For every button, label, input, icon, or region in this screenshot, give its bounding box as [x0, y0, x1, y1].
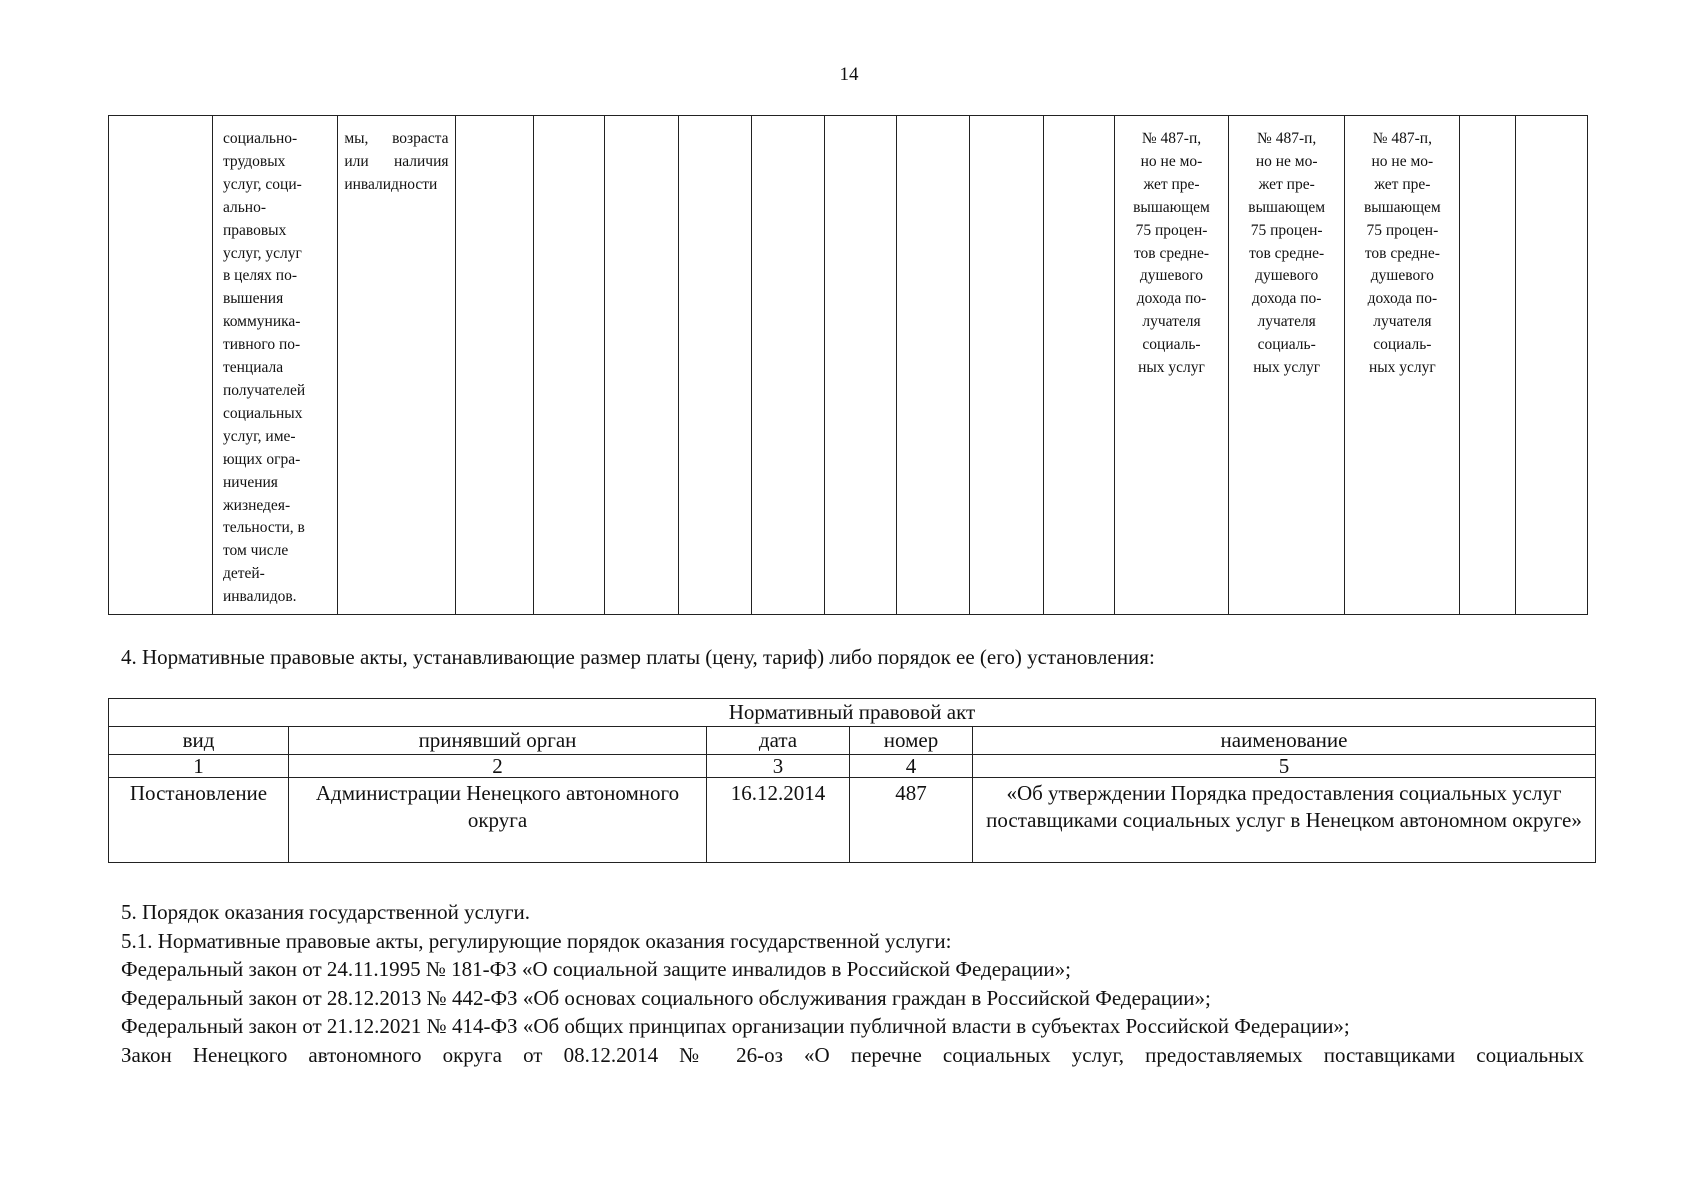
empty-cell [678, 116, 751, 615]
act-title: «Об утверждении Порядка предоставления социальных услуг поставщиками социальных услуг в Ненецком автономном округе» [973, 778, 1596, 863]
law-item: Федеральный закон от 24.11.1995 № 181-ФЗ «О социальной защите инвалидов в Российской Федерации»; [121, 957, 1071, 982]
section-5 [121, 898, 1584, 1070]
table-header: Нормативный правовой акт [109, 699, 1596, 727]
section-4-heading: 4. Нормативные правовые акты, устанавливающие размер платы (цену, тариф) либо порядок ее (его) установления: [121, 645, 1155, 669]
empty-cell [1043, 116, 1114, 615]
table-row [109, 778, 1596, 863]
column-number: 4 [850, 755, 973, 778]
empty-cell [896, 116, 969, 615]
empty-cell [752, 116, 825, 615]
empty-cell [825, 116, 896, 615]
section-5-1-heading: 5.1. Нормативные правовые акты, регулирующие порядок оказания государственной услуги: [121, 928, 952, 953]
conditions-cell: мы, возраста или наличия инвалидности [338, 116, 455, 615]
column-headers-row [109, 727, 1596, 755]
services-description-cell: социально- трудовых услуг, соци- ально- правовых услуг, услуг в целях по- вышения коммуника- тивного по- тенциала получателей социальных услуг, име- ющих огра- ничения жизнедея- тельности, в том числе детей- инвалидов. [212, 116, 337, 615]
column-header-number: номер [850, 727, 973, 755]
fee-cell: № 487-п, но не мо- жет пре- вышающем 75 процен- тов средне- душевого дохода по- лучателя социаль- ных услуг [1229, 116, 1345, 615]
act-number: 487 [850, 778, 973, 863]
continuation-row [109, 116, 1588, 615]
column-numbers-row [109, 755, 1596, 778]
column-number: 3 [707, 755, 850, 778]
column-header-title: наименование [973, 727, 1596, 755]
column-number: 1 [109, 755, 289, 778]
empty-cell [534, 116, 605, 615]
empty-cell [1460, 116, 1516, 615]
empty-cell [109, 116, 213, 615]
fee-cell: № 487-п, но не мо- жет пре- вышающем 75 процен- тов средне- душевого дохода по- лучателя социаль- ных услуг [1114, 116, 1228, 615]
act-type: Постановление [109, 778, 289, 863]
column-header-date: дата [707, 727, 850, 755]
continuation-table [108, 115, 1588, 615]
column-number: 2 [289, 755, 707, 778]
section-5-heading: 5. Порядок оказания государственной услуги. [121, 900, 530, 924]
law-item: Федеральный закон от 28.12.2013 № 442-ФЗ «Об основах социального обслуживания граждан в Российской Федерации»; [121, 985, 1211, 1010]
normative-acts-table [108, 698, 1596, 863]
law-item: Федеральный закон от 21.12.2021 № 414-ФЗ «Об общих принципах организации публичной власти в субъектах Российской Федерации»; [121, 1014, 1350, 1039]
act-date: 16.12.2014 [707, 778, 850, 863]
empty-cell [605, 116, 678, 615]
empty-cell [1516, 116, 1588, 615]
column-number: 5 [973, 755, 1596, 778]
column-header-body: принявший орган [289, 727, 707, 755]
table-header-row [109, 699, 1596, 727]
fee-cell: № 487-п, но не мо- жет пре- вышающем 75 процен- тов средне- душевого дохода по- лучателя социаль- ных услуг [1345, 116, 1460, 615]
page-number: 14 [839, 64, 859, 85]
empty-cell [455, 116, 533, 615]
law-item: Закон Ненецкого автономного округа от 08.12.2014 № 26-оз «О перечне социальных услуг, предоставляемых поставщиками социальных [121, 1042, 1584, 1067]
empty-cell [970, 116, 1043, 615]
act-body: Администрации Ненецкого автономного округа [289, 778, 707, 863]
column-header-type: вид [109, 727, 289, 755]
